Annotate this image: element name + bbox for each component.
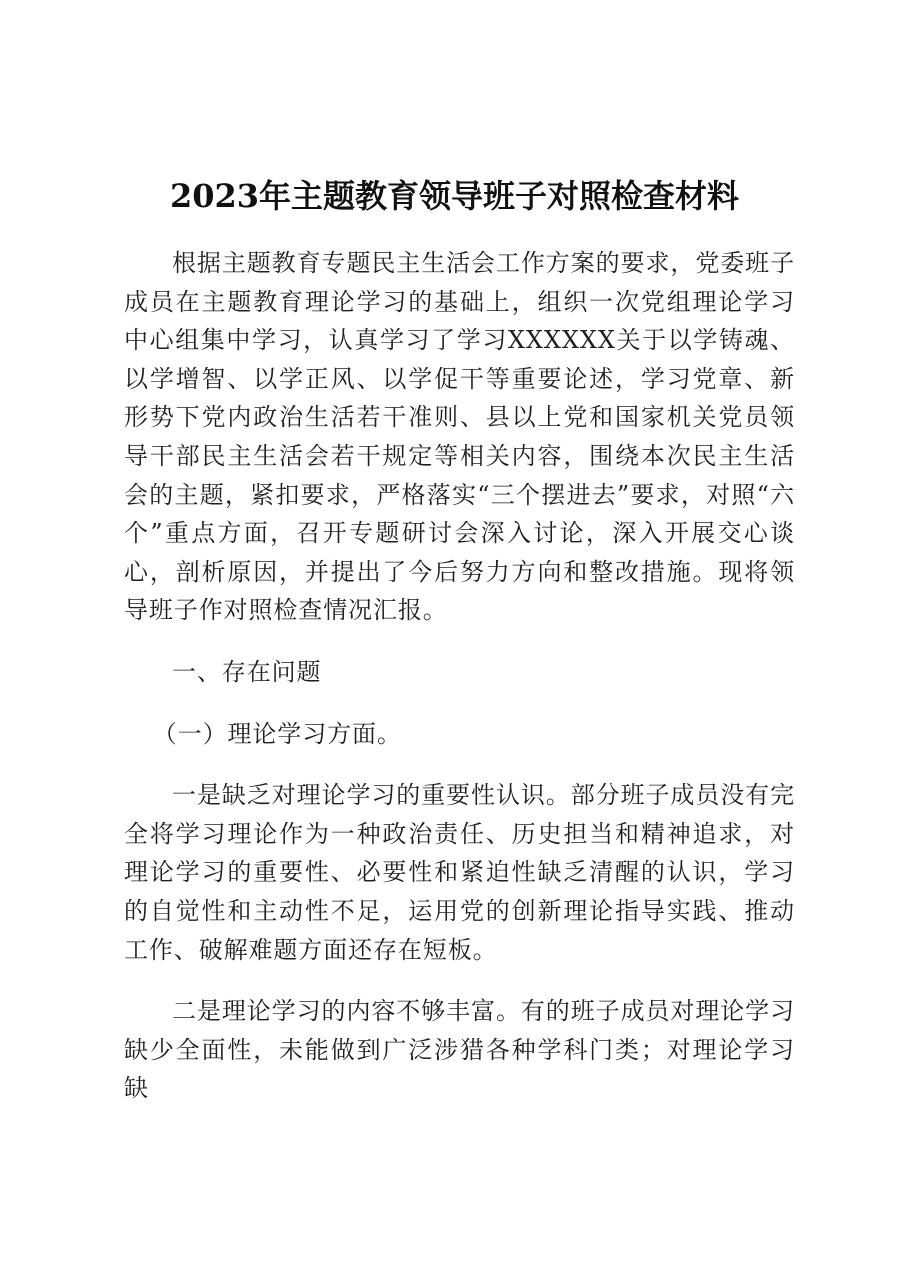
intro-paragraph: 根据主题教育专题民主生活会工作方案的要求，党委班子成员在主题教育理论学习的基础上，组织一次党组理论学习中心组集中学习，认真学习了学习XXXXXX关于以学铸魂、以学增智、以学正风、以学促干等重要论述，学习党章、新形势下党内政治生活若干准则、县以上党和国家机关党员领导干部民主生活会若干规定等相关内容，围绕本次民主生活会的主题，紧扣要求，严格落实“三个摆进去”要求，对照“六个”重点方面，召开专题研讨会深入讨论，深入开展交心谈心，剖析原因，并提出了今后努力方向和整改措施。现将领导班子作对照检查情况汇报。	[124, 249, 795, 625]
point-paragraph-2: 二是理论学习的内容不够丰富。有的班子成员对理论学习缺少全面性，未能做到广泛涉猎各种学科门类；对理论学习缺	[124, 997, 795, 1103]
document-body	[124, 244, 795, 1108]
point-paragraph-1: 一是缺乏对理论学习的重要性认识。部分班子成员没有完全将学习理论作为一种政治责任、历史担当和精神追求，对理论学习的重要性、必要性和紧迫性缺乏清醒的认识，学习的自觉性和主动性不足，运用党的创新理论指导实践、推动工作、破解难题方面还存在短板。	[124, 781, 795, 964]
subsection-heading-theory-study: （一）理论学习方面。	[152, 719, 402, 748]
document-title: 2023年主题教育领导班子对照检查材料	[169, 177, 740, 215]
section-heading-problems: 一、存在问题	[172, 657, 322, 686]
